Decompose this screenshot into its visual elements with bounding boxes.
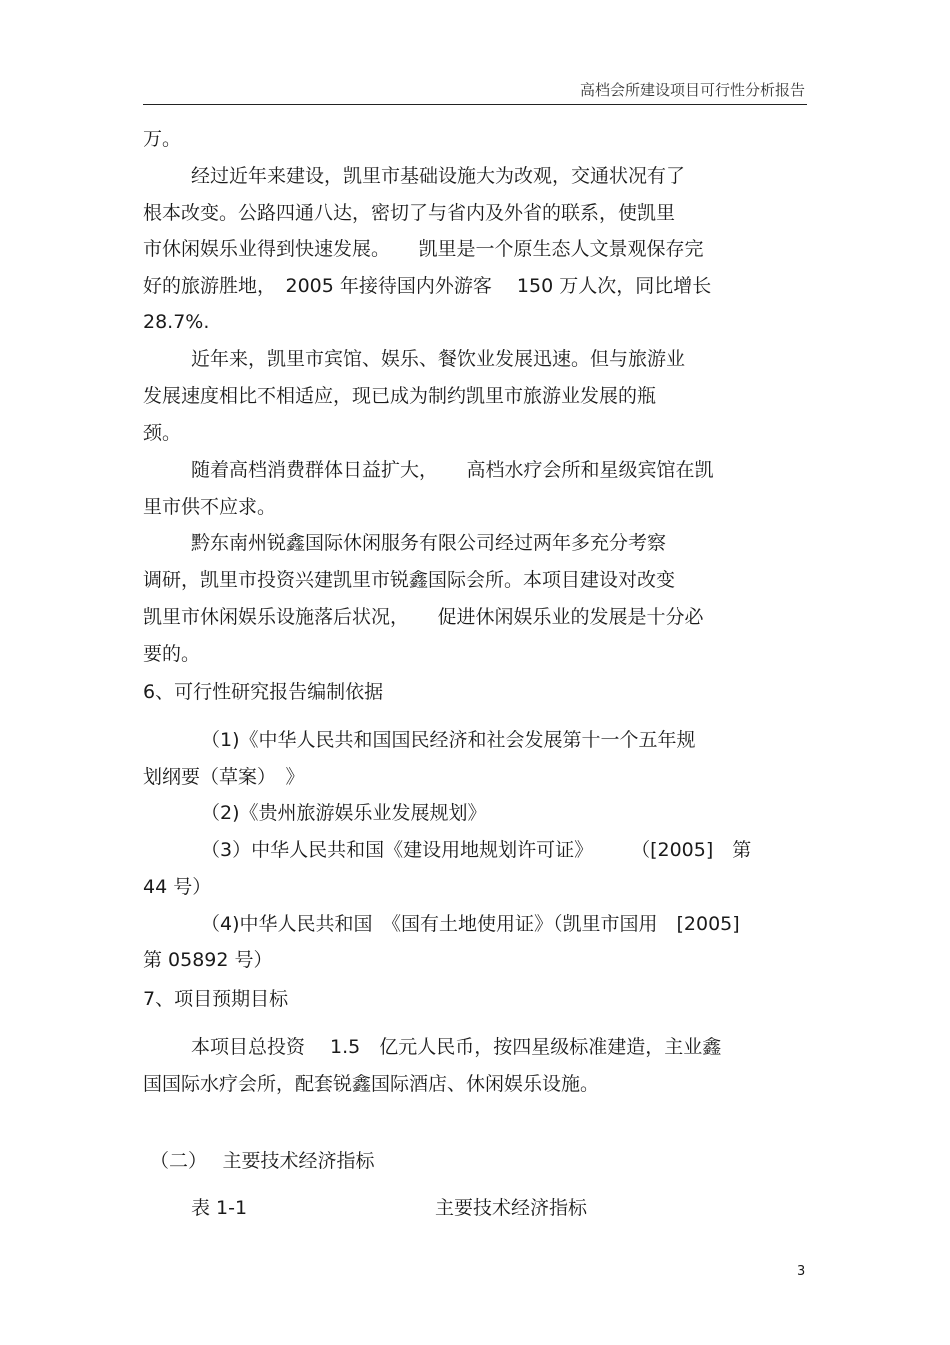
text-line: （4)中华人民共和国 《国有土地使用证》（凯里市国用 [2005] xyxy=(201,913,740,935)
table-caption-number: 表 1-1 xyxy=(191,1197,248,1219)
text-line: （3）中华人民共和国《建设用地规划许可证》 （[2005] 第 xyxy=(201,839,752,861)
text-line: （2)《贵州旅游娱乐业发展规划》 xyxy=(201,802,487,824)
text-line: 好的旅游胜地， 2005 年接待国内外游客 150 万人次，同比增长 xyxy=(143,275,712,297)
text-line: 黔东南州锐鑫国际休闲服务有限公司经过两年多充分考察 xyxy=(191,532,667,554)
text-line: 国国际水疗会所，配套锐鑫国际酒店、休闲娱乐设施。 xyxy=(143,1073,600,1095)
text-line: 市休闲娱乐业得到快速发展。 凯里是一个原生态人文景观保存完 xyxy=(143,238,704,260)
text-line: 44 号） xyxy=(143,876,212,898)
text-line: 划纲要（草案） 》 xyxy=(143,766,305,788)
page-header xyxy=(143,80,807,105)
text-line: 随着高档消费群体日益扩大， 高档水疗会所和星级宾馆在凯 xyxy=(191,459,714,481)
text-line: 近年来，凯里市宾馆、娱乐、餐饮业发展迅速。但与旅游业 xyxy=(191,348,686,370)
header-title: 高档会所建设项目可行性分析报告 xyxy=(579,81,805,99)
text-line: 第 05892 号） xyxy=(143,949,273,971)
text-line: 要的。 xyxy=(143,643,201,665)
text-line: 本项目总投资 1.5 亿元人民币，按四星级标准建造，主业鑫 xyxy=(191,1036,722,1058)
text-line: 凯里市休闲娱乐设施落后状况， 促进休闲娱乐业的发展是十分必 xyxy=(143,606,704,628)
section-heading: （二） 主要技术经济指标 xyxy=(150,1150,375,1172)
text-line: 28.7%. xyxy=(143,311,210,333)
text-line: 调研，凯里市投资兴建凯里市锐鑫国际会所。本项目建设对改变 xyxy=(143,569,676,591)
text-line: 根本改变。公路四通八达，密切了与省内及外省的联系，使凯里 xyxy=(143,202,676,224)
text-line: 发展速度相比不相适应，现已成为制约凯里市旅游业发展的瓶 xyxy=(143,385,657,407)
text-line: 颈。 xyxy=(143,422,182,444)
section-heading: 6、可行性研究报告编制依据 xyxy=(143,681,384,703)
table-caption-title: 主要技术经济指标 xyxy=(435,1197,588,1219)
section-heading: 7、项目预期目标 xyxy=(143,988,289,1010)
text-line: （1)《中华人民共和国国民经济和社会发展第十一个五年规 xyxy=(201,729,696,751)
text-line: 经过近年来建设，凯里市基础设施大为改观，交通状况有了 xyxy=(191,165,686,187)
text-line: 里市供不应求。 xyxy=(143,496,277,518)
page-number: 3 xyxy=(797,1264,806,1279)
text-line: 万。 xyxy=(143,128,182,150)
